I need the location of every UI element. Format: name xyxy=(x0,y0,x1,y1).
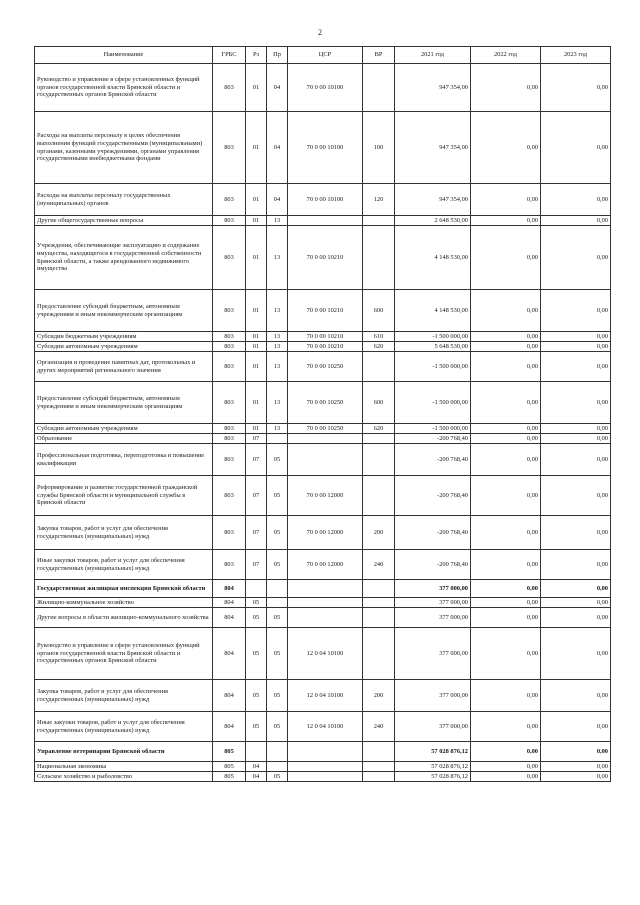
cell-2023: 0,00 xyxy=(541,444,611,476)
cell-vr xyxy=(363,444,395,476)
cell-2021: 57 028 876,12 xyxy=(395,762,471,772)
cell-rz: 01 xyxy=(246,342,267,352)
cell-2023: 0,00 xyxy=(541,64,611,112)
cell-2022: 0,00 xyxy=(471,64,541,112)
cell-csr: 70 0 00 12000 xyxy=(288,476,363,516)
cell-csr: 70 0 00 10100 xyxy=(288,112,363,184)
cell-name: Жилищно-коммунальное хозяйство xyxy=(35,598,213,608)
cell-rz: 01 xyxy=(246,332,267,342)
cell-grbs: 805 xyxy=(213,742,246,762)
cell-vr: 120 xyxy=(363,184,395,216)
cell-pr: 13 xyxy=(267,424,288,434)
cell-2023: 0,00 xyxy=(541,226,611,290)
cell-2023: 0,00 xyxy=(541,742,611,762)
cell-pr: 05 xyxy=(267,628,288,680)
cell-vr xyxy=(363,352,395,382)
cell-2021: -200 768,40 xyxy=(395,476,471,516)
table-row xyxy=(35,772,611,782)
cell-name: Расходы на выплаты персоналу в целях обеспечения выполнения функций государственными (муниципальными) органами, казенными учреждениями, органами управления государственными внебюджетными фондами xyxy=(35,112,213,184)
cell-grbs: 803 xyxy=(213,342,246,352)
cell-rz: 07 xyxy=(246,434,267,444)
cell-vr: 200 xyxy=(363,516,395,550)
cell-csr: 70 0 00 12000 xyxy=(288,550,363,580)
cell-csr: 70 0 00 10250 xyxy=(288,352,363,382)
table-row xyxy=(35,444,611,476)
cell-2022: 0,00 xyxy=(471,608,541,628)
cell-vr xyxy=(363,476,395,516)
cell-name: Предоставление субсидий бюджетным, автономным учреждениям и иным некоммерческим организациям xyxy=(35,290,213,332)
cell-vr xyxy=(363,608,395,628)
table-row xyxy=(35,516,611,550)
cell-rz: 01 xyxy=(246,424,267,434)
cell-grbs: 803 xyxy=(213,444,246,476)
cell-2022: 0,00 xyxy=(471,742,541,762)
cell-2022: 0,00 xyxy=(471,342,541,352)
cell-2023: 0,00 xyxy=(541,184,611,216)
cell-name: Субсидии автономным учреждениям xyxy=(35,342,213,352)
cell-pr: 05 xyxy=(267,476,288,516)
cell-2022: 0,00 xyxy=(471,772,541,782)
cell-pr: 05 xyxy=(267,550,288,580)
table-row xyxy=(35,628,611,680)
cell-vr xyxy=(363,226,395,290)
cell-csr xyxy=(288,772,363,782)
cell-vr: 620 xyxy=(363,342,395,352)
cell-vr xyxy=(363,216,395,226)
cell-csr: 70 0 00 10210 xyxy=(288,332,363,342)
cell-rz: 01 xyxy=(246,112,267,184)
cell-rz: 07 xyxy=(246,516,267,550)
cell-csr: 12 0 04 10100 xyxy=(288,712,363,742)
cell-2023: 0,00 xyxy=(541,680,611,712)
cell-2023: 0,00 xyxy=(541,332,611,342)
cell-rz: 05 xyxy=(246,608,267,628)
cell-2021: 377 000,00 xyxy=(395,628,471,680)
cell-2023: 0,00 xyxy=(541,598,611,608)
cell-2022: 0,00 xyxy=(471,332,541,342)
table-row xyxy=(35,352,611,382)
cell-name: Субсидии автономным учреждениям xyxy=(35,424,213,434)
cell-name: Национальная экономика xyxy=(35,762,213,772)
cell-rz: 01 xyxy=(246,184,267,216)
cell-name: Закупка товаров, работ и услуг для обеспечения государственных (муниципальных) нужд xyxy=(35,516,213,550)
cell-grbs: 805 xyxy=(213,762,246,772)
cell-vr xyxy=(363,772,395,782)
header-grbs: ГРБС xyxy=(213,47,246,64)
cell-pr xyxy=(267,742,288,762)
cell-csr xyxy=(288,742,363,762)
cell-grbs: 803 xyxy=(213,112,246,184)
cell-pr: 13 xyxy=(267,332,288,342)
cell-2022: 0,00 xyxy=(471,424,541,434)
header-2021: 2021 год xyxy=(395,47,471,64)
cell-vr xyxy=(363,434,395,444)
cell-grbs: 804 xyxy=(213,598,246,608)
cell-2023: 0,00 xyxy=(541,434,611,444)
cell-csr: 70 0 00 10210 xyxy=(288,342,363,352)
cell-2021: 377 000,00 xyxy=(395,598,471,608)
table-row xyxy=(35,226,611,290)
table-header-row xyxy=(35,47,611,64)
cell-rz xyxy=(246,580,267,598)
cell-rz: 05 xyxy=(246,598,267,608)
cell-2021: 4 148 530,00 xyxy=(395,226,471,290)
cell-2023: 0,00 xyxy=(541,580,611,598)
cell-csr: 12 0 04 10100 xyxy=(288,628,363,680)
table-row xyxy=(35,680,611,712)
cell-2023: 0,00 xyxy=(541,550,611,580)
header-2023: 2023 год xyxy=(541,47,611,64)
cell-vr: 240 xyxy=(363,712,395,742)
table-row xyxy=(35,184,611,216)
cell-rz: 05 xyxy=(246,680,267,712)
cell-grbs: 803 xyxy=(213,352,246,382)
cell-2021: 947 354,00 xyxy=(395,64,471,112)
table-row xyxy=(35,762,611,772)
cell-grbs: 804 xyxy=(213,680,246,712)
cell-pr xyxy=(267,580,288,598)
cell-rz: 07 xyxy=(246,444,267,476)
cell-vr xyxy=(363,64,395,112)
cell-name: Учреждения, обеспечивающие эксплуатацию и содержание имущества, находящегося в государственной собственности Брянской области, а также арендованного недвижимого имущества xyxy=(35,226,213,290)
cell-2021: -1 500 000,00 xyxy=(395,382,471,424)
header-pr: Пр xyxy=(267,47,288,64)
table-row xyxy=(35,476,611,516)
cell-grbs: 803 xyxy=(213,424,246,434)
cell-grbs: 804 xyxy=(213,580,246,598)
table-row xyxy=(35,342,611,352)
cell-pr xyxy=(267,762,288,772)
cell-2023: 0,00 xyxy=(541,628,611,680)
cell-2022: 0,00 xyxy=(471,216,541,226)
cell-2021: -1 500 000,00 xyxy=(395,424,471,434)
cell-2022: 0,00 xyxy=(471,762,541,772)
table-row xyxy=(35,290,611,332)
cell-pr: 04 xyxy=(267,112,288,184)
cell-2023: 0,00 xyxy=(541,342,611,352)
cell-2023: 0,00 xyxy=(541,476,611,516)
cell-pr: 05 xyxy=(267,516,288,550)
cell-rz: 01 xyxy=(246,382,267,424)
cell-2022: 0,00 xyxy=(471,112,541,184)
cell-vr xyxy=(363,742,395,762)
cell-2021: 947 354,00 xyxy=(395,112,471,184)
budget-table xyxy=(34,46,611,782)
cell-vr: 240 xyxy=(363,550,395,580)
table-row xyxy=(35,580,611,598)
cell-pr: 13 xyxy=(267,290,288,332)
cell-grbs: 803 xyxy=(213,550,246,580)
table-row xyxy=(35,332,611,342)
cell-vr xyxy=(363,628,395,680)
cell-2023: 0,00 xyxy=(541,112,611,184)
cell-name: Профессиональная подготовка, переподготовка и повышение квалификации xyxy=(35,444,213,476)
cell-2021: 377 000,00 xyxy=(395,580,471,598)
cell-2021: 57 028 876,12 xyxy=(395,772,471,782)
cell-grbs: 803 xyxy=(213,216,246,226)
table-row xyxy=(35,550,611,580)
cell-pr: 13 xyxy=(267,342,288,352)
cell-vr xyxy=(363,580,395,598)
cell-grbs: 805 xyxy=(213,772,246,782)
cell-2021: 377 000,00 xyxy=(395,680,471,712)
cell-2022: 0,00 xyxy=(471,290,541,332)
cell-2022: 0,00 xyxy=(471,550,541,580)
cell-name: Расходы на выплаты персоналу государственных (муниципальных) органов xyxy=(35,184,213,216)
cell-2022: 0,00 xyxy=(471,382,541,424)
cell-name: Предоставление субсидий бюджетным, автономным учреждениям и иным некоммерческим организациям xyxy=(35,382,213,424)
header-name: Наименование xyxy=(35,47,213,64)
header-2022: 2022 год xyxy=(471,47,541,64)
table-row xyxy=(35,216,611,226)
cell-2023: 0,00 xyxy=(541,762,611,772)
cell-vr: 100 xyxy=(363,112,395,184)
cell-pr: 04 xyxy=(267,64,288,112)
cell-2023: 0,00 xyxy=(541,608,611,628)
cell-pr: 05 xyxy=(267,712,288,742)
cell-name: Управление ветеринарии Брянской области xyxy=(35,742,213,762)
cell-rz: 01 xyxy=(246,226,267,290)
header-vr: ВР xyxy=(363,47,395,64)
cell-name: Руководство и управление в сфере установленных функций органов государственной власти Брянской области и государственных органов Брянской области xyxy=(35,64,213,112)
cell-2021: 4 148 530,00 xyxy=(395,290,471,332)
cell-grbs: 804 xyxy=(213,608,246,628)
cell-pr: 13 xyxy=(267,382,288,424)
cell-pr: 13 xyxy=(267,216,288,226)
cell-rz: 04 xyxy=(246,762,267,772)
cell-2022: 0,00 xyxy=(471,712,541,742)
cell-2021: 947 354,00 xyxy=(395,184,471,216)
cell-pr xyxy=(267,598,288,608)
cell-2022: 0,00 xyxy=(471,184,541,216)
page-number: 2 xyxy=(318,28,322,37)
cell-csr xyxy=(288,608,363,628)
cell-rz: 01 xyxy=(246,216,267,226)
cell-2022: 0,00 xyxy=(471,352,541,382)
cell-grbs: 803 xyxy=(213,64,246,112)
cell-name: Другие общегосударственные вопросы xyxy=(35,216,213,226)
cell-rz: 07 xyxy=(246,550,267,580)
cell-2023: 0,00 xyxy=(541,772,611,782)
cell-name: Иные закупки товаров, работ и услуг для обеспечения государственных (муниципальных) нужд xyxy=(35,712,213,742)
cell-csr: 70 0 00 10100 xyxy=(288,184,363,216)
cell-grbs: 803 xyxy=(213,434,246,444)
header-rz: Рз xyxy=(246,47,267,64)
cell-grbs: 803 xyxy=(213,332,246,342)
cell-2021: 377 000,00 xyxy=(395,608,471,628)
cell-2023: 0,00 xyxy=(541,516,611,550)
cell-2022: 0,00 xyxy=(471,444,541,476)
cell-csr: 70 0 00 10210 xyxy=(288,226,363,290)
cell-2021: -200 768,40 xyxy=(395,550,471,580)
table-row xyxy=(35,382,611,424)
cell-2023: 0,00 xyxy=(541,424,611,434)
cell-vr: 200 xyxy=(363,680,395,712)
cell-name: Сельское хозяйство и рыболовство xyxy=(35,772,213,782)
cell-vr xyxy=(363,598,395,608)
cell-grbs: 803 xyxy=(213,476,246,516)
cell-grbs: 803 xyxy=(213,290,246,332)
cell-name: Руководство и управление в сфере установленных функций органов государственной власти Брянской области и государственных органов Брянской области xyxy=(35,628,213,680)
table-row xyxy=(35,112,611,184)
cell-grbs: 803 xyxy=(213,184,246,216)
table-row xyxy=(35,712,611,742)
cell-csr xyxy=(288,444,363,476)
cell-vr: 600 xyxy=(363,290,395,332)
table-row xyxy=(35,434,611,444)
cell-2021: -1 500 000,00 xyxy=(395,332,471,342)
cell-csr: 70 0 00 10100 xyxy=(288,64,363,112)
cell-2022: 0,00 xyxy=(471,580,541,598)
cell-2021: -200 768,40 xyxy=(395,444,471,476)
cell-csr xyxy=(288,216,363,226)
cell-vr: 620 xyxy=(363,424,395,434)
cell-grbs: 804 xyxy=(213,712,246,742)
cell-2021: 2 648 530,00 xyxy=(395,216,471,226)
cell-vr: 600 xyxy=(363,382,395,424)
cell-vr: 610 xyxy=(363,332,395,342)
cell-2021: 57 028 876,12 xyxy=(395,742,471,762)
cell-2021: 377 000,00 xyxy=(395,712,471,742)
cell-2021: -1 500 000,00 xyxy=(395,352,471,382)
cell-grbs: 803 xyxy=(213,516,246,550)
cell-2021: -200 768,40 xyxy=(395,434,471,444)
header-csr: ЦСР xyxy=(288,47,363,64)
cell-2023: 0,00 xyxy=(541,290,611,332)
cell-csr xyxy=(288,434,363,444)
table-row xyxy=(35,742,611,762)
cell-pr xyxy=(267,434,288,444)
cell-2023: 0,00 xyxy=(541,712,611,742)
cell-pr: 13 xyxy=(267,352,288,382)
table-row xyxy=(35,608,611,628)
cell-rz: 01 xyxy=(246,64,267,112)
cell-name: Другие вопросы в области жилищно-коммунального хозяйства xyxy=(35,608,213,628)
cell-name: Государственная жилищная инспекция Брянской области xyxy=(35,580,213,598)
table-body xyxy=(35,64,611,782)
cell-2022: 0,00 xyxy=(471,476,541,516)
cell-pr: 05 xyxy=(267,444,288,476)
cell-grbs: 803 xyxy=(213,382,246,424)
cell-csr: 70 0 00 10250 xyxy=(288,424,363,434)
table-row xyxy=(35,424,611,434)
cell-2022: 0,00 xyxy=(471,226,541,290)
cell-csr xyxy=(288,762,363,772)
table-row xyxy=(35,598,611,608)
cell-csr: 12 0 04 10100 xyxy=(288,680,363,712)
cell-grbs: 804 xyxy=(213,628,246,680)
cell-csr xyxy=(288,598,363,608)
cell-csr: 70 0 00 10250 xyxy=(288,382,363,424)
cell-csr: 70 0 00 10210 xyxy=(288,290,363,332)
cell-rz xyxy=(246,742,267,762)
cell-csr xyxy=(288,580,363,598)
cell-name: Иные закупки товаров, работ и услуг для обеспечения государственных (муниципальных) нужд xyxy=(35,550,213,580)
cell-pr: 05 xyxy=(267,680,288,712)
table-row xyxy=(35,64,611,112)
cell-pr: 05 xyxy=(267,772,288,782)
cell-pr: 05 xyxy=(267,608,288,628)
cell-2023: 0,00 xyxy=(541,216,611,226)
cell-2023: 0,00 xyxy=(541,382,611,424)
cell-name: Организация и проведение памятных дат, протокольных и других мероприятий регионального значения xyxy=(35,352,213,382)
cell-name: Образование xyxy=(35,434,213,444)
cell-2022: 0,00 xyxy=(471,516,541,550)
cell-2022: 0,00 xyxy=(471,628,541,680)
cell-vr xyxy=(363,762,395,772)
cell-2022: 0,00 xyxy=(471,598,541,608)
cell-2022: 0,00 xyxy=(471,434,541,444)
cell-2021: 5 648 530,00 xyxy=(395,342,471,352)
cell-2022: 0,00 xyxy=(471,680,541,712)
cell-rz: 05 xyxy=(246,712,267,742)
cell-rz: 01 xyxy=(246,290,267,332)
cell-csr: 70 0 00 12000 xyxy=(288,516,363,550)
cell-rz: 04 xyxy=(246,772,267,782)
cell-rz: 07 xyxy=(246,476,267,516)
cell-pr: 13 xyxy=(267,226,288,290)
cell-name: Субсидии бюджетным учреждениям xyxy=(35,332,213,342)
cell-name: Реформирование и развитие государственной гражданской службы Брянской области и муниципальной службы в Брянской области xyxy=(35,476,213,516)
cell-2023: 0,00 xyxy=(541,352,611,382)
cell-grbs: 803 xyxy=(213,226,246,290)
cell-rz: 05 xyxy=(246,628,267,680)
cell-pr: 04 xyxy=(267,184,288,216)
cell-2021: -200 768,40 xyxy=(395,516,471,550)
cell-rz: 01 xyxy=(246,352,267,382)
cell-name: Закупка товаров, работ и услуг для обеспечения государственных (муниципальных) нужд xyxy=(35,680,213,712)
